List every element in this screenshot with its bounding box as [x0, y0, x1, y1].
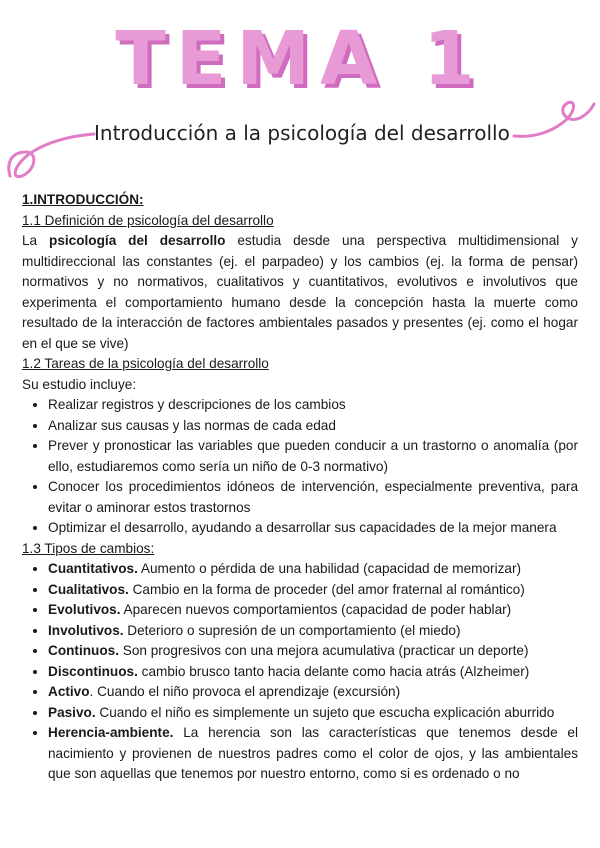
document-body	[22, 190, 578, 785]
list-item-term: Herencia-ambiente.	[48, 725, 174, 740]
subsection-heading-1-2: 1.2 Tareas de la psicología del desarrollo	[22, 356, 269, 371]
change-types-list	[22, 559, 578, 785]
subsection-heading-1-1: 1.1 Definición de psicología del desarrollo	[22, 212, 274, 228]
list-item	[48, 621, 578, 642]
list-item: • Realizar registros y descripciones de los cambios	[48, 395, 578, 416]
header	[0, 0, 600, 190]
list-item-text: Cambio en la forma de proceder (del amor fraternal al romántico)	[128, 581, 525, 597]
page-title: TEMA 1	[115, 16, 485, 102]
list-item-term: Evolutivos.	[48, 602, 121, 617]
list-item	[48, 703, 578, 724]
list-item: • Conocer los procedimientos idóneos de intervención, especialmente preventiva, para evitar o aminorar estos trastornos	[48, 477, 578, 518]
list-item-text: Aparecen nuevos comportamientos (capacidad de poder hablar)	[120, 602, 512, 617]
list-item	[48, 641, 578, 662]
list-item-term: Continuos.	[48, 643, 119, 658]
list-item: • Analizar sus causas y las normas de cada edad	[48, 416, 578, 437]
definition-term: psicología del desarrollo	[49, 233, 226, 248]
list-item-term: Activo	[48, 684, 90, 699]
subsection-heading-1-3: 1.3 Tipos de cambios:	[22, 540, 155, 556]
list-item-term: Cualitativos.	[48, 581, 129, 597]
list-item-text: Cuando el niño es simplemente un sujeto que escucha explicación aburrido	[95, 704, 555, 720]
tasks-intro: Su estudio incluye:	[22, 376, 137, 392]
definition-paragraph	[22, 231, 578, 354]
definition-lead: La	[22, 233, 38, 248]
list-item-text: cambio brusco tanto hacia delante como hacia atrás (Alzheimer)	[137, 663, 530, 679]
list-item: • Prever y pronosticar las variables que pueden conducir a un trastorno o anomalía (por ello, estudiaremos como sería un niño de 0-3 normativo)	[48, 436, 578, 477]
list-item	[48, 682, 578, 703]
list-item-text: Deterioro o supresión de un comportamiento (el miedo)	[123, 622, 461, 638]
list-item-term: Pasivo.	[48, 704, 96, 720]
page-subtitle: Introducción a la psicología del desarrollo	[94, 121, 510, 145]
list-item-text: . Cuando el niño provoca el aprendizaje (excursión)	[89, 684, 401, 699]
tasks-list	[22, 395, 578, 539]
list-item-term: Discontinuos.	[48, 663, 138, 679]
list-item	[48, 723, 578, 785]
list-item	[48, 580, 578, 601]
list-item: • Optimizar el desarrollo, ayudando a desarrollar sus capacidades de la mejor manera	[48, 518, 578, 539]
list-item-term: Involutivos.	[48, 622, 124, 638]
list-item	[48, 559, 578, 580]
section-heading: 1.INTRODUCCIÓN:	[22, 192, 144, 207]
list-item-text: La herencia son las características que tenemos desde el nacimiento y provienen de nuestros padres como el color de ojos, y las ambientales que son aquellas que tenemos por nuestro entorno, como si es ordenado o no	[48, 725, 578, 781]
definition-text: estudia desde una perspectiva multidimensional y multidireccional las constantes (ej. el parpadeo) y los cambios (ej. la forma de pensar) normativos y no normativos, cualitativos y cuantitativos, evolutivos e involutivos que experimenta el comportamiento humano desde la concepción hasta la muerte como resultado de la interacción de factores ambientales pasados y presentes (ej. como el hogar en el que se vive)	[22, 233, 578, 351]
list-item	[48, 662, 578, 683]
list-item-text: Son progresivos con una mejora acumulativa (practicar un deporte)	[118, 643, 529, 658]
list-item-text: Aumento o pérdida de una habilidad (capacidad de memorizar)	[137, 561, 522, 576]
list-item-term: Cuantitativos.	[48, 561, 138, 576]
list-item	[48, 600, 578, 621]
